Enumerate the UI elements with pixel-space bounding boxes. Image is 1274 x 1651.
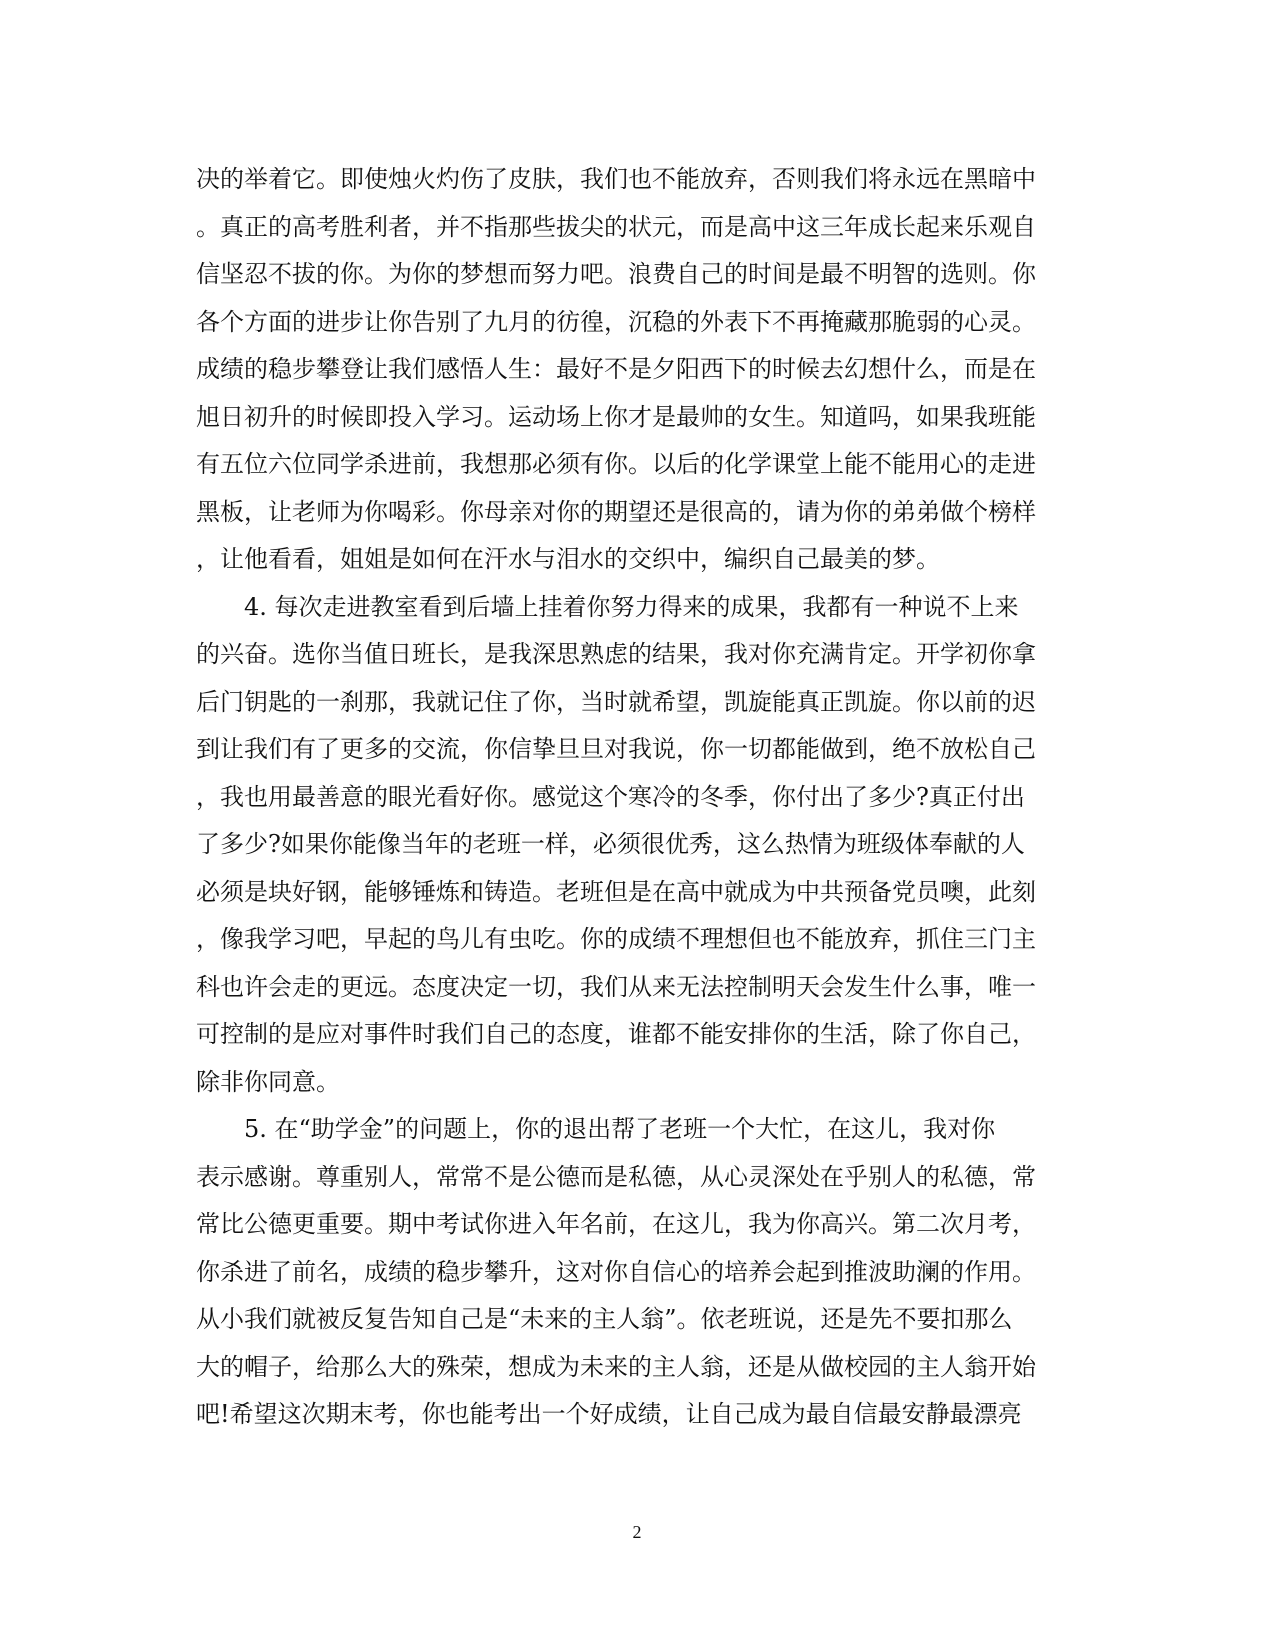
text-line: 决的举着它。即使烛火灼伤了皮肤，我们也不能放弃，否则我们将永远在黑暗中: [196, 165, 1036, 193]
text-line: 表示感谢。尊重别人，常常不是公德而是私德，从心灵深处在乎别人的私德，常: [196, 1162, 1036, 1191]
text-line: 必须是块好钢，能够锤炼和铸造。老班但是在高中就成为中共预备党员噢，此刻: [196, 877, 1036, 906]
text-line: 大的帽子，给那么大的殊荣，想成为未来的主人翁，还是从做校园的主人翁开始: [196, 1352, 1036, 1381]
text-line: 。真正的高考胜利者，并不指那些拔尖的状元，而是高中这三年成长起来乐观自: [196, 212, 1036, 241]
text-line: 常比公德更重要。期中考试你进入年名前，在这儿，我为你高兴。第二次月考，: [196, 1210, 1036, 1238]
text-line: 有五位六位同学杀进前，我想那必须有你。以后的化学课堂上能不能用心的走进: [196, 450, 1036, 478]
page-number: 2: [632, 1522, 642, 1542]
text-line: 到让我们有了更多的交流，你信挚旦旦对我说，你一切都能做到，绝不放松自己: [196, 735, 1036, 763]
paragraph-4-first-line: 4. 每次走进教室看到后墙上挂着你努力得来的成果，我都有一种说不上来: [244, 592, 1019, 621]
text-line: ，让他看看，姐姐是如何在汗水与泪水的交织中，编织自己最美的梦。: [196, 545, 940, 573]
text-line: 科也许会走的更远。态度决定一切，我们从来无法控制明天会发生什么事，唯一: [196, 972, 1036, 1001]
text-line: 旭日初升的时候即投入学习。运动场上你才是最帅的女生。知道吗，如果我班能: [196, 402, 1036, 431]
text-line: 后门钥匙的一刹那，我就记住了你，当时就希望，凯旋能真正凯旋。你以前的迟: [196, 687, 1036, 716]
text-line: 信坚忍不拔的你。为你的梦想而努力吧。浪费自己的时间是最不明智的选则。你: [196, 260, 1036, 288]
text-line: 可控制的是应对事件时我们自己的态度，谁都不能安排你的生活，除了你自己，: [196, 1020, 1036, 1048]
text-line: 各个方面的进步让你告别了九月的彷徨，沉稳的外表下不再掩藏那脆弱的心灵。: [196, 307, 1036, 336]
text-line: 黑板，让老师为你喝彩。你母亲对你的期望还是很高的，请为你的弟弟做个榜样: [196, 497, 1036, 526]
text-line: 从小我们就被反复告知自己是“未来的主人翁”。依老班说，还是先不要扣那么: [196, 1305, 1013, 1333]
text-line: 你杀进了前名，成绩的稳步攀升，这对你自信心的培养会起到推波助澜的作用。: [196, 1257, 1036, 1286]
text-line: 除非你同意。: [196, 1067, 340, 1096]
text-line: ，我也用最善意的眼光看好你。感觉这个寒冷的冬季，你付出了多少?真正付出: [196, 782, 1025, 811]
paragraph-5-first-line: 5. 在“助学金”的问题上，你的退出帮了老班一个大忙，在这儿，我对你: [244, 1115, 996, 1143]
text-line: ，像我学习吧，早起的鸟儿有虫吃。你的成绩不理想但也不能放弃，抓住三门主: [196, 925, 1036, 953]
text-line: 吧!希望这次期末考，你也能考出一个好成绩，让自己成为最自信最安静最漂亮: [196, 1400, 1022, 1428]
body-text: [196, 156, 1074, 1439]
text-line: 的兴奋。选你当值日班长，是我深思熟虑的结果，我对你充满肯定。开学初你拿: [196, 640, 1036, 668]
text-line: 成绩的稳步攀登让我们感悟人生：最好不是夕阳西下的时候去幻想什么，而是在: [196, 355, 1036, 383]
text-line: 了多少?如果你能像当年的老班一样，必须很优秀，这么热情为班级体奉献的人: [196, 830, 1025, 858]
